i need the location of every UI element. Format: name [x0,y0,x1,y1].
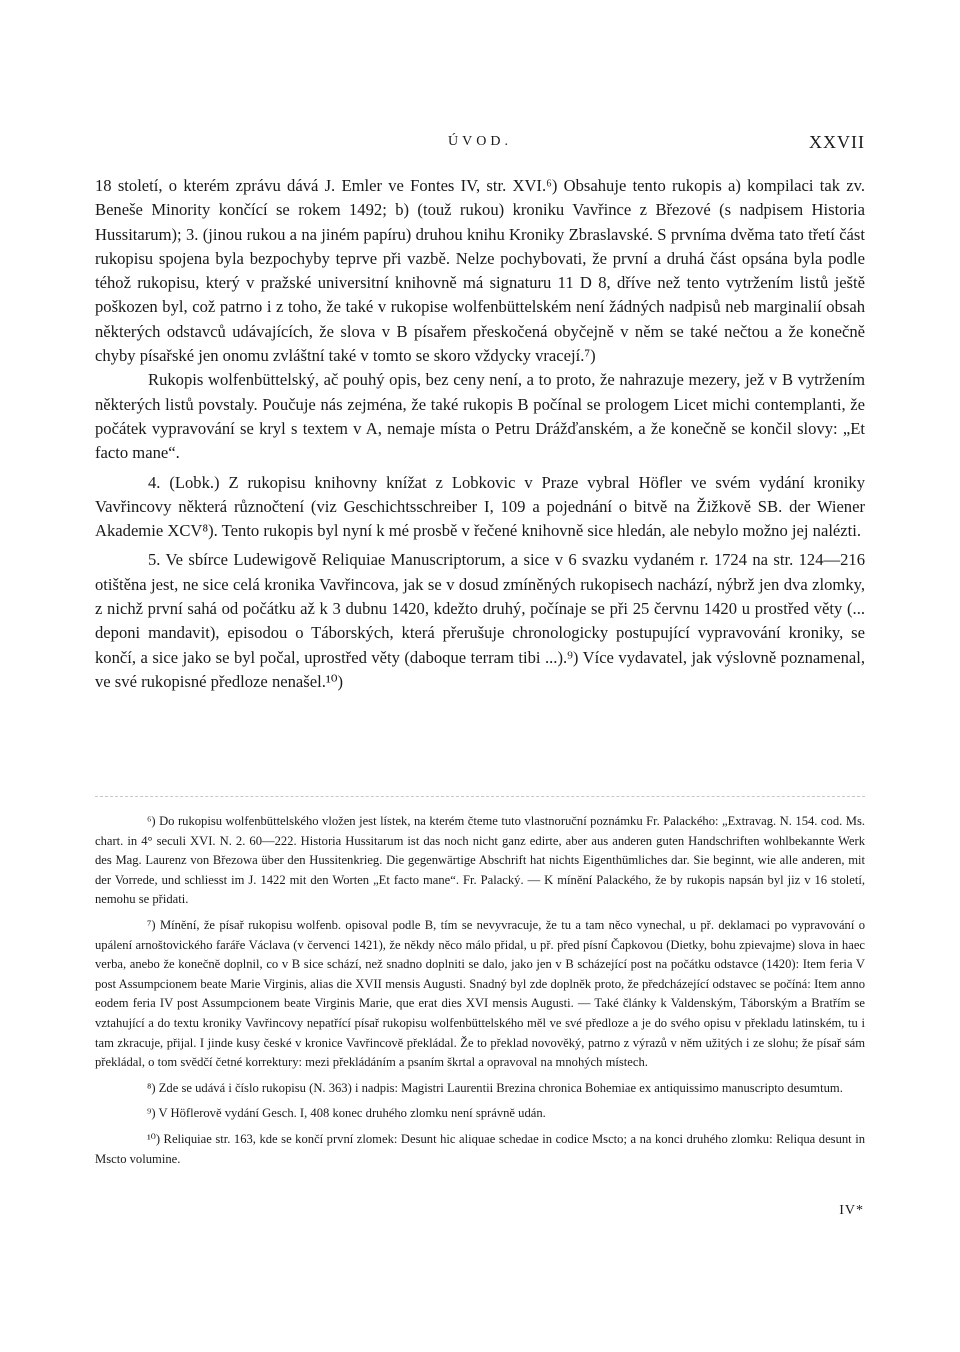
footnote: ¹⁰) Reliquiae str. 163, kde se končí první zlomek: Desunt hic aliquae schedae in codice Mscto; a na konci druhého zlomku: Reliqua desunt in Mscto volumine. [95,1131,865,1166]
footnotes [95,812,865,1175]
footnote: ⁹) V Höflerově vydání Gesch. I, 408 konec druhého zlomku není správně udán. [147,1106,546,1121]
signature-mark: IV* [839,1203,864,1218]
footnote: ⁷) Mínění, že písař rukopisu wolfenb. opisoval podle B, tím se nevyvracuje, že tu a tam něco vynechal, u př. deklamaci po vypravování o upálení arnoštovického faráře Václava (v červenci 1421), že někdy něco málo přidal, u př. před písní Čapkovou (Dietky, bohu zpievajme) slova in haec verba, anebo že konečně doplnil, co v B sice schází, než snadno doplniti se dalo, jako jen v B scházející post na počátku odstavce (1420): Item feria V post Assumpcionem beate Marie Virginis, alias die XVII mensis Augusti. Snadný byl zde doplněk proto, že předcházející odstavec se počíná: Item anno eodem feria IV post Assumpcionem beate Virginis Marie, que erat dies XVI mensis Augusti. — Také články k Valdenským, Táborským a Bratřím se vztahující a do textu kroniky Vavřincovy nepatřící písař rukopisu wolfenbüttelského měl ve své předloze a je do svého opisu v překladu latinském, tu i tam zkracuje, přijal. I jinde kusy české v kronice Vavřincově překládal. Že to překlad novověký, patrno z výrazů v něm užitých i ze slohu; že písař sám překládal, o tom svědčí četné korrektury: mezi překládáním a psaním škrtal a opravoval na mnohých místech. [95,917,865,1070]
paragraph: 18 století, o kterém zprávu dává J. Emler ve Fontes IV, str. XVI.⁶) Obsahuje tento rukopis a) kompilaci tak zv. Beneše Minority končící se rokem 1492; b) (touž rukou) kroniku Vavřince z Březové (s nadpisem Historia Hussitarum); 3. (jinou rukou a na jiném papíru) druhou knihu Kroniky Zbraslavské. S prvníma dvěma tato třetí část rukopisu spojena byla bezpochyby teprve při vazbě. Nelze pochybovati, že první a druhá část opsána byla podle téhož rukopisu, který v pražské universitní knihovně má signaturu 11 D 8, dříve než tento vytržením listů ještě poškozen byl, což patrno i z toho, že také v rukopise wolfenbüttelském není žádných nadpisů neb marginalií obsah některých odstavců udávajících, že slova v B písařem přeskočená obyčejně v něm se také nečtou a že konečně chyby písařské jen onomu zvláštní také v tomto se skoro vždycky vracejí.⁷) [95,176,865,366]
page-number: XXVII [809,132,865,152]
footnote: ⁶) Do rukopisu wolfenbüttelského vložen jest lístek, na kterém čteme tuto vlastnoruční poznámku Fr. Palackého: „Extravag. N. 154. cod. Ms. chart. in 4° seculi XVI. N. 2. 60—222. Historia Hussitarum ist das noch nicht ganz edirte, aber aus anderen guten Handschriften wohlbekannte Werk des Mag. Laurenz von Březowa über den Hussitenkrieg. Die gegenwärtige Abschrift hat nichts Eigenthümliches dar. Sie beginnt, wie alle anderen, mit der Vorrede, und schliesst im J. 1422 mit den Worten „Et facto mane“. Fr. Palacký. — K mínění Palackého, že by rukopis napsán byl jiz v 16 století, nemohu se přidati. [95,814,865,907]
main-text [95,174,865,694]
paragraph: Rukopis wolfenbüttelský, ač pouhý opis, bez ceny není, a to proto, že nahrazuje mezery, jež v B vytržením některých listů povstaly. Poučuje nás zejména, že také rukopis B počínal se prologem Licet michi contemplanti, že počátek vypravování se kryl s textem v A, nemaje místa o Petru Drážďanském, a že konečně se končil slovy: „Et facto mane“. [95,370,865,463]
paragraph: 4. (Lobk.) Z rukopisu knihovny knížat z Lobkovic v Praze vybral Höfler ve svém vydání kroniky Vavřincovy některá různočtení (viz Geschichtsschreiber I, 109 a pojednání o bitvě na Žižkově SB. der Wiener Akademie XCV⁸). Tento rukopis byl nyní k mé prosbě v řečené knihovně sice hledán, ale nebylo možno jej nalézti. [95,472,865,541]
running-title: ÚVOD. [448,134,512,149]
footnote: ⁸) Zde se udává i číslo rukopisu (N. 363) i nadpis: Magistri Laurentii Brezina chronica Bohemiae ex antiquissimo manuscripto desumtum. [147,1080,843,1095]
paragraph: 5. Ve sbírce Ludewigově Reliquiae Manuscriptorum, a sice v 6 svazku vydaném r. 1724 na str. 124—216 otištěna jest, ne sice celá kronika Vavřincova, jak se v dosud zmíněných rukopisech nachází, nýbrž jen dva zlomky, z nichž první sahá od počátku až k 3 dubnu 1420, kdežto druhý, počínaje se při 25 červnu 1420 u prostřed věty (... deponi mandavit), episodou o Táborských, která přerušuje chronologicky postupující vypravování kroniky, se končí, a sice jako se byl počal, uprostřed věty (daboque terram tibi ...).⁹) Více vydavatel, jak výslovně poznamenal, ve své rukopisné předloze nenašel.¹⁰) [95,550,865,691]
footnote-separator [95,796,865,797]
page-header [95,132,865,156]
